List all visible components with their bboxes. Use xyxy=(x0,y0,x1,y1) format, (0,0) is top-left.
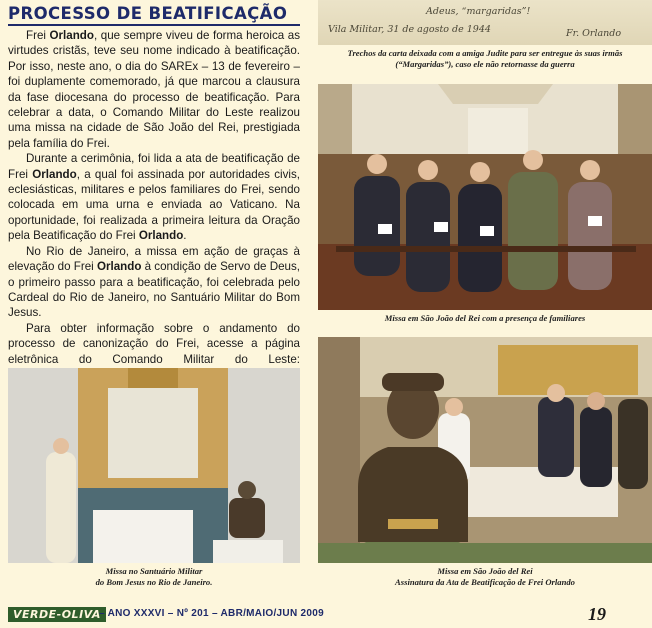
letter-greeting: Adeus, “margaridas”! xyxy=(426,6,531,17)
paragraph-4: Para obter informação sobre o andamento do processo de canonização do Frei, acesse a página eletrônica do Comando Militar do Leste: xyxy=(8,321,300,383)
family-mass-illustration xyxy=(318,84,652,310)
rio-mass-photo xyxy=(8,368,300,563)
signing-caption-line-1: Missa em São João del Rei xyxy=(437,566,533,576)
rio-caption-line-1: Missa no Santuário Militar xyxy=(105,566,203,576)
paragraph-2: Durante a cerimônia, foi lida a ata de beatificação de Frei Orlando, a qual foi assinada por autoridades civis, eclesiásticas, militares e pelos familiares do Frei, sendo colocada em uma urna e enviada ao Vaticano. Na oportunidade, foi realizada a primeira leitura da Oração pela Beatificação do Frei Orlando. xyxy=(8,152,300,243)
article-title: PROCESSO DE BEATIFICAÇÃO xyxy=(8,4,300,26)
article-body xyxy=(8,28,300,382)
signing-photo xyxy=(318,337,652,563)
paragraph-3: No Rio de Janeiro, a missa em ação de graças à elevação do Frei Orlando à condição de Servo de Deus, o primeiro passo para a beatificação, foi celebrada pelo Cardeal do Rio de Janeiro, no Santuário Militar do Bom Jesus. xyxy=(8,244,300,320)
rio-mass-illustration xyxy=(8,368,300,563)
paragraph-1: Frei Orlando, que sempre viveu de forma heroica as virtudes cristãs, teve seu nome indicado à beatificação. Por isso, neste ano, o dia do SAREx – 13 de fevereiro – foi duplamente comemorado, já que marcou a clausura da fase diocesana do processo de beatificação. Para celebrar a data, o Comando Militar do Leste realizou uma missa na cidade de São João del Rei, prestigiada pela família do Frei. xyxy=(8,29,301,150)
letter-photo xyxy=(318,0,652,45)
letter-signature: Fr. Orlando xyxy=(566,28,622,39)
page-footer xyxy=(0,602,652,628)
letter-caption: Trechos da carta deixada com a amiga Judite para ser entregue às suas irmãs (“Margaridas”), caso ele não retornasse da guerra xyxy=(347,48,623,69)
rio-caption-line-2: do Bom Jesus no Rio de Janeiro. xyxy=(95,577,213,587)
family-mass-photo xyxy=(318,84,652,310)
magazine-logo: VERDE-OLIVA xyxy=(8,607,106,622)
family-caption: Missa em São João del Rei com a presença de familiares xyxy=(384,313,586,323)
letter-place-date: Vila Militar, 31 de agosto de 1944 xyxy=(328,24,491,35)
issue-info: – ANO XXXVI – Nº 201 – ABR/MAIO/JUN 2009 xyxy=(99,608,324,619)
page-number: 19 xyxy=(588,604,606,624)
signing-illustration xyxy=(318,337,652,563)
signing-caption-line-2: Assinatura da Ata de Beatificação de Frei Orlando xyxy=(395,577,575,587)
